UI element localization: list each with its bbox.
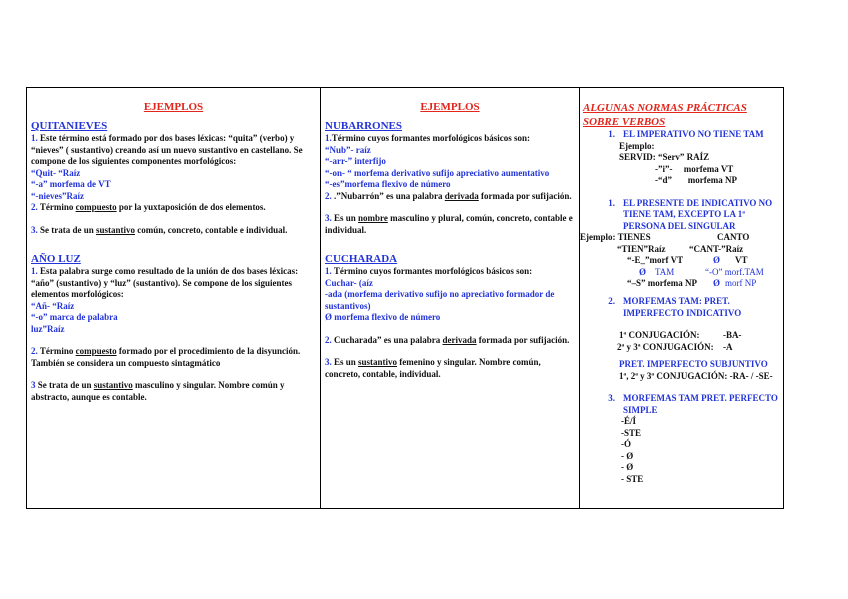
example-cell: “TIEN”Raíz	[617, 243, 666, 254]
section-title-quitanieves: QUITANIEVES	[31, 120, 108, 132]
ending-item: -É/Í	[621, 416, 637, 426]
ending-item: - STE	[621, 473, 644, 484]
ending-item: - Ø	[621, 462, 634, 472]
example-cell: Ø	[639, 266, 647, 277]
section-title-ano-luz: AÑO LUZ	[31, 253, 81, 265]
example-cell: “CANT-”Raíz	[689, 243, 744, 254]
point-2: 2. .”Nubarrón” es una palabra derivada formada por sufijación.	[325, 190, 572, 201]
conjugation-table	[583, 330, 779, 353]
example-cell: “-E_”morf VT	[627, 255, 684, 265]
example-cell: “-O” morf.TAM	[705, 266, 764, 277]
conjugation-label: 2ª y 3ª CONJUGACIÓN:	[617, 341, 714, 352]
example-cell: TAM	[655, 266, 675, 277]
column-title-line-1: ALGUNAS NORMAS PRÁCTICAS	[583, 102, 747, 114]
point-2: 2. Cucharada” es una palabra derivada formada por sufijación.	[325, 334, 570, 345]
morpheme-line: -ada (morfema derivativo sufijo no apreciativo formador de sustantivos)	[325, 289, 555, 311]
point-1: 1. Esta palabra surge como resultado de la unión de dos bases léxicas: “año” (sustantivo) y “luz” (sustantivo). Se compone de los siguientes elementos morfológicos:	[31, 266, 299, 299]
example-cell: Ø	[713, 278, 721, 288]
example-cell: “–S” morfema NP	[627, 278, 697, 288]
morpheme-line: “-es”morfema flexivo de número	[325, 179, 451, 189]
example-cell: Ejemplo: TIENES	[580, 232, 651, 242]
point-1: 1.Término cuyos formantes morfológicos básicos son:	[325, 133, 530, 143]
column-normas-verbos	[580, 88, 783, 508]
morpheme-line: Ø morfema flexivo de número	[325, 312, 441, 322]
morpheme-line: “-arr-” interfijo	[325, 156, 386, 166]
conjugation-example	[580, 232, 779, 290]
ending-item: - Ø	[621, 450, 634, 461]
example-cell: VT	[735, 255, 748, 265]
conjugation-value: -A	[723, 341, 733, 352]
example-cell: morf NP	[725, 278, 757, 288]
column-heading: EJEMPLOS	[420, 101, 480, 113]
conjugation-value: -BA-	[723, 330, 742, 340]
point-3: 3. Es un nombre masculino y plural, común, concreto, contable e individual.	[325, 213, 573, 235]
document-table	[26, 87, 784, 509]
point-1: 1. Este término está formado por dos bases léxicas: “quita” (verbo) y “nieves” ( sustantivo) creando así un nuevo sustantivo en castellano. Se compone de los siguientes componentes morfológicos:	[31, 133, 303, 166]
point-2: 2. Término compuesto por la yuxtaposición de dos elementos.	[31, 202, 266, 212]
morpheme-line: “Nub”- raíz	[325, 144, 371, 155]
example-cell: CANTO	[717, 232, 750, 242]
column-quitanieves-ano-luz	[27, 88, 321, 508]
morpheme-line: “-on- “ morfema derivativo sufijo apreciativo aumentativo	[325, 167, 550, 178]
rule-item-perfecto-simple: 3. MORFEMAS TAM PRET. PERFECTO SIMPLE	[608, 393, 778, 415]
rule-line: SERVID: “Serv” RAÍZ	[619, 152, 710, 162]
morpheme-line: “Quit- “Raíz	[31, 167, 81, 178]
ending-item: -STE	[621, 427, 642, 438]
rule-line: PRET. IMPERFECTO SUBJUNTIVO	[619, 359, 768, 369]
ending-item: -Ó	[621, 439, 631, 449]
morpheme-line: Cuchar- (aíz	[325, 277, 373, 288]
morpheme-line: “-o” marca de palabra	[31, 312, 118, 322]
point-3: 3. Es un sustantivo femenino y singular. Nombre común, concreto, contable, individual.	[325, 357, 541, 379]
section-title-cucharada: CUCHARADA	[325, 253, 398, 265]
column-title-line-2: SOBRE VERBOS	[583, 116, 666, 128]
morpheme-line: “-nieves”Raíz	[31, 190, 84, 201]
rule-line: -”i”- morfema VT	[655, 163, 734, 174]
point-2: 2. Término compuesto formado por el procedimiento de la disyunción. También se considera un compuesto sintagmático	[31, 346, 301, 368]
section-title-nubarrones: NUBARRONES	[325, 120, 403, 132]
rule-line: -“d” morfema NP	[655, 175, 737, 185]
rule-line: Ejemplo:	[619, 140, 655, 151]
column-nubarrones-cucharada	[321, 88, 580, 508]
morpheme-line: “-a” morfema de VT	[31, 179, 111, 189]
rule-item-morfemas-tam: 2. MORFEMAS TAM: PRET. IMPERFECTO INDICATIVO	[608, 296, 742, 318]
conjugation-label: 1ª CONJUGACIÓN:	[619, 330, 700, 340]
column-heading: EJEMPLOS	[143, 101, 204, 113]
rule-item-imperativo: 1. EL IMPERATIVO NO TIENE TAM	[608, 129, 764, 139]
point-3: 3 Se trata de un sustantivo masculino y singular. Nombre común y abstracto, aunque es contable.	[31, 380, 285, 402]
morpheme-line: luz”Raíz	[31, 323, 65, 334]
morpheme-line: “Añ- “Raíz	[31, 300, 75, 311]
example-cell: Ø	[713, 255, 721, 265]
point-1: 1. Término cuyos formantes morfológicos básicos son:	[325, 266, 533, 276]
rule-item-presente: 1. EL PRESENTE DE INDICATIVO NO TIENE TAM, EXCEPTO LA 1ª PERSONA DEL SINGULAR	[608, 197, 773, 231]
rule-line: 1ª, 2ª y 3ª CONJUGACIÓN: -RA- / -SE-	[619, 370, 773, 381]
point-3: 3. Se trata de un sustantivo común, concreto, contable e individual.	[31, 224, 288, 235]
